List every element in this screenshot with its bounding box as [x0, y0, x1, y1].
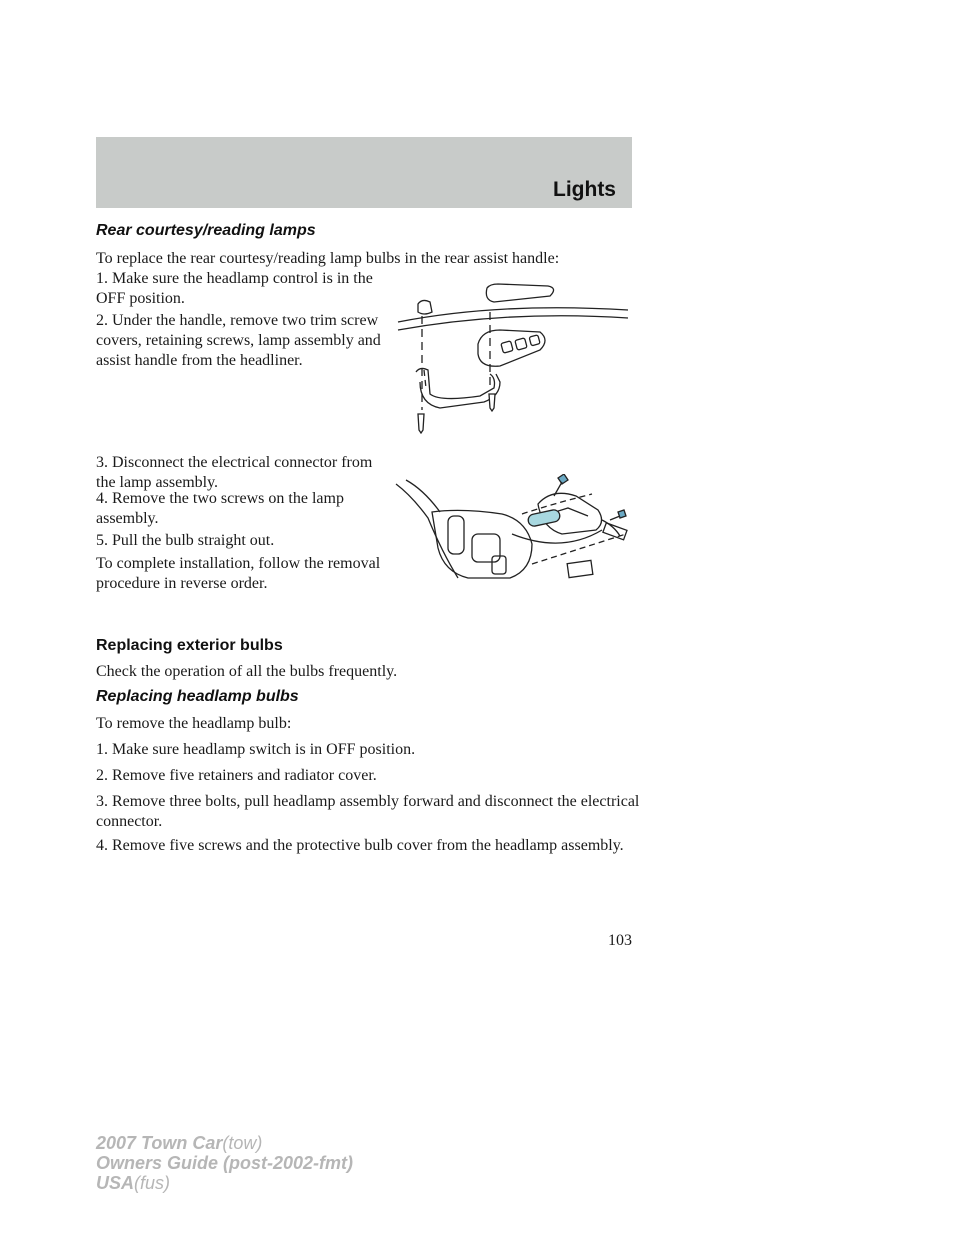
- lamp-assembly-diagram: [392, 474, 640, 584]
- assist-handle-diagram: [390, 282, 635, 434]
- rear-lamps-intro: To replace the rear courtesy/reading lamp bulbs in the rear assist handle:: [96, 250, 560, 267]
- rear-lamps-step-1: 1. Make sure the headlamp control is in the OFF position.: [96, 270, 373, 307]
- heading-replacing-exterior-bulbs: Replacing exterior bulbs: [96, 637, 283, 654]
- rear-lamps-step-5: 5. Pull the bulb straight out.: [96, 532, 275, 549]
- headlamp-intro: To remove the headlamp bulb:: [96, 715, 292, 732]
- footer-market: USA: [96, 1173, 135, 1193]
- exterior-bulbs-text: Check the operation of all the bulbs frequently.: [96, 663, 398, 680]
- headlamp-step-3: 3. Remove three bolts, pull headlamp assembly forward and disconnect the electrical connector.: [96, 793, 640, 830]
- footer-guide: Owners Guide (post-2002-fmt): [96, 1153, 354, 1173]
- rear-lamps-complete: To complete installation, follow the removal procedure in reverse order.: [96, 555, 381, 592]
- footer-model: 2007 Town Car: [96, 1133, 223, 1153]
- heading-rear-courtesy-lamps: Rear courtesy/reading lamps: [96, 222, 316, 239]
- section-header-box: [96, 137, 632, 208]
- rear-lamps-step-3: 3. Disconnect the electrical connector from the lamp assembly.: [96, 454, 373, 491]
- headlamp-step-1: 1. Make sure headlamp switch is in OFF position.: [96, 741, 416, 758]
- footer-model-code: (tow): [222, 1133, 263, 1153]
- document-footer: [96, 1133, 353, 1193]
- section-title: Lights: [553, 178, 616, 201]
- headlamp-step-2: 2. Remove five retainers and radiator cover.: [96, 767, 377, 784]
- footer-market-code: (fus): [134, 1173, 171, 1193]
- heading-replacing-headlamp-bulbs: Replacing headlamp bulbs: [96, 688, 299, 705]
- headlamp-step-4: 4. Remove five screws and the protective bulb cover from the headlamp assembly.: [96, 837, 624, 854]
- page-number: 103: [608, 932, 632, 949]
- rear-lamps-step-4: 4. Remove the two screws on the lamp assembly.: [96, 490, 344, 527]
- rear-lamps-step-2: 2. Under the handle, remove two trim screw covers, retaining screws, lamp assembly and assist handle from the headliner.: [96, 312, 381, 369]
